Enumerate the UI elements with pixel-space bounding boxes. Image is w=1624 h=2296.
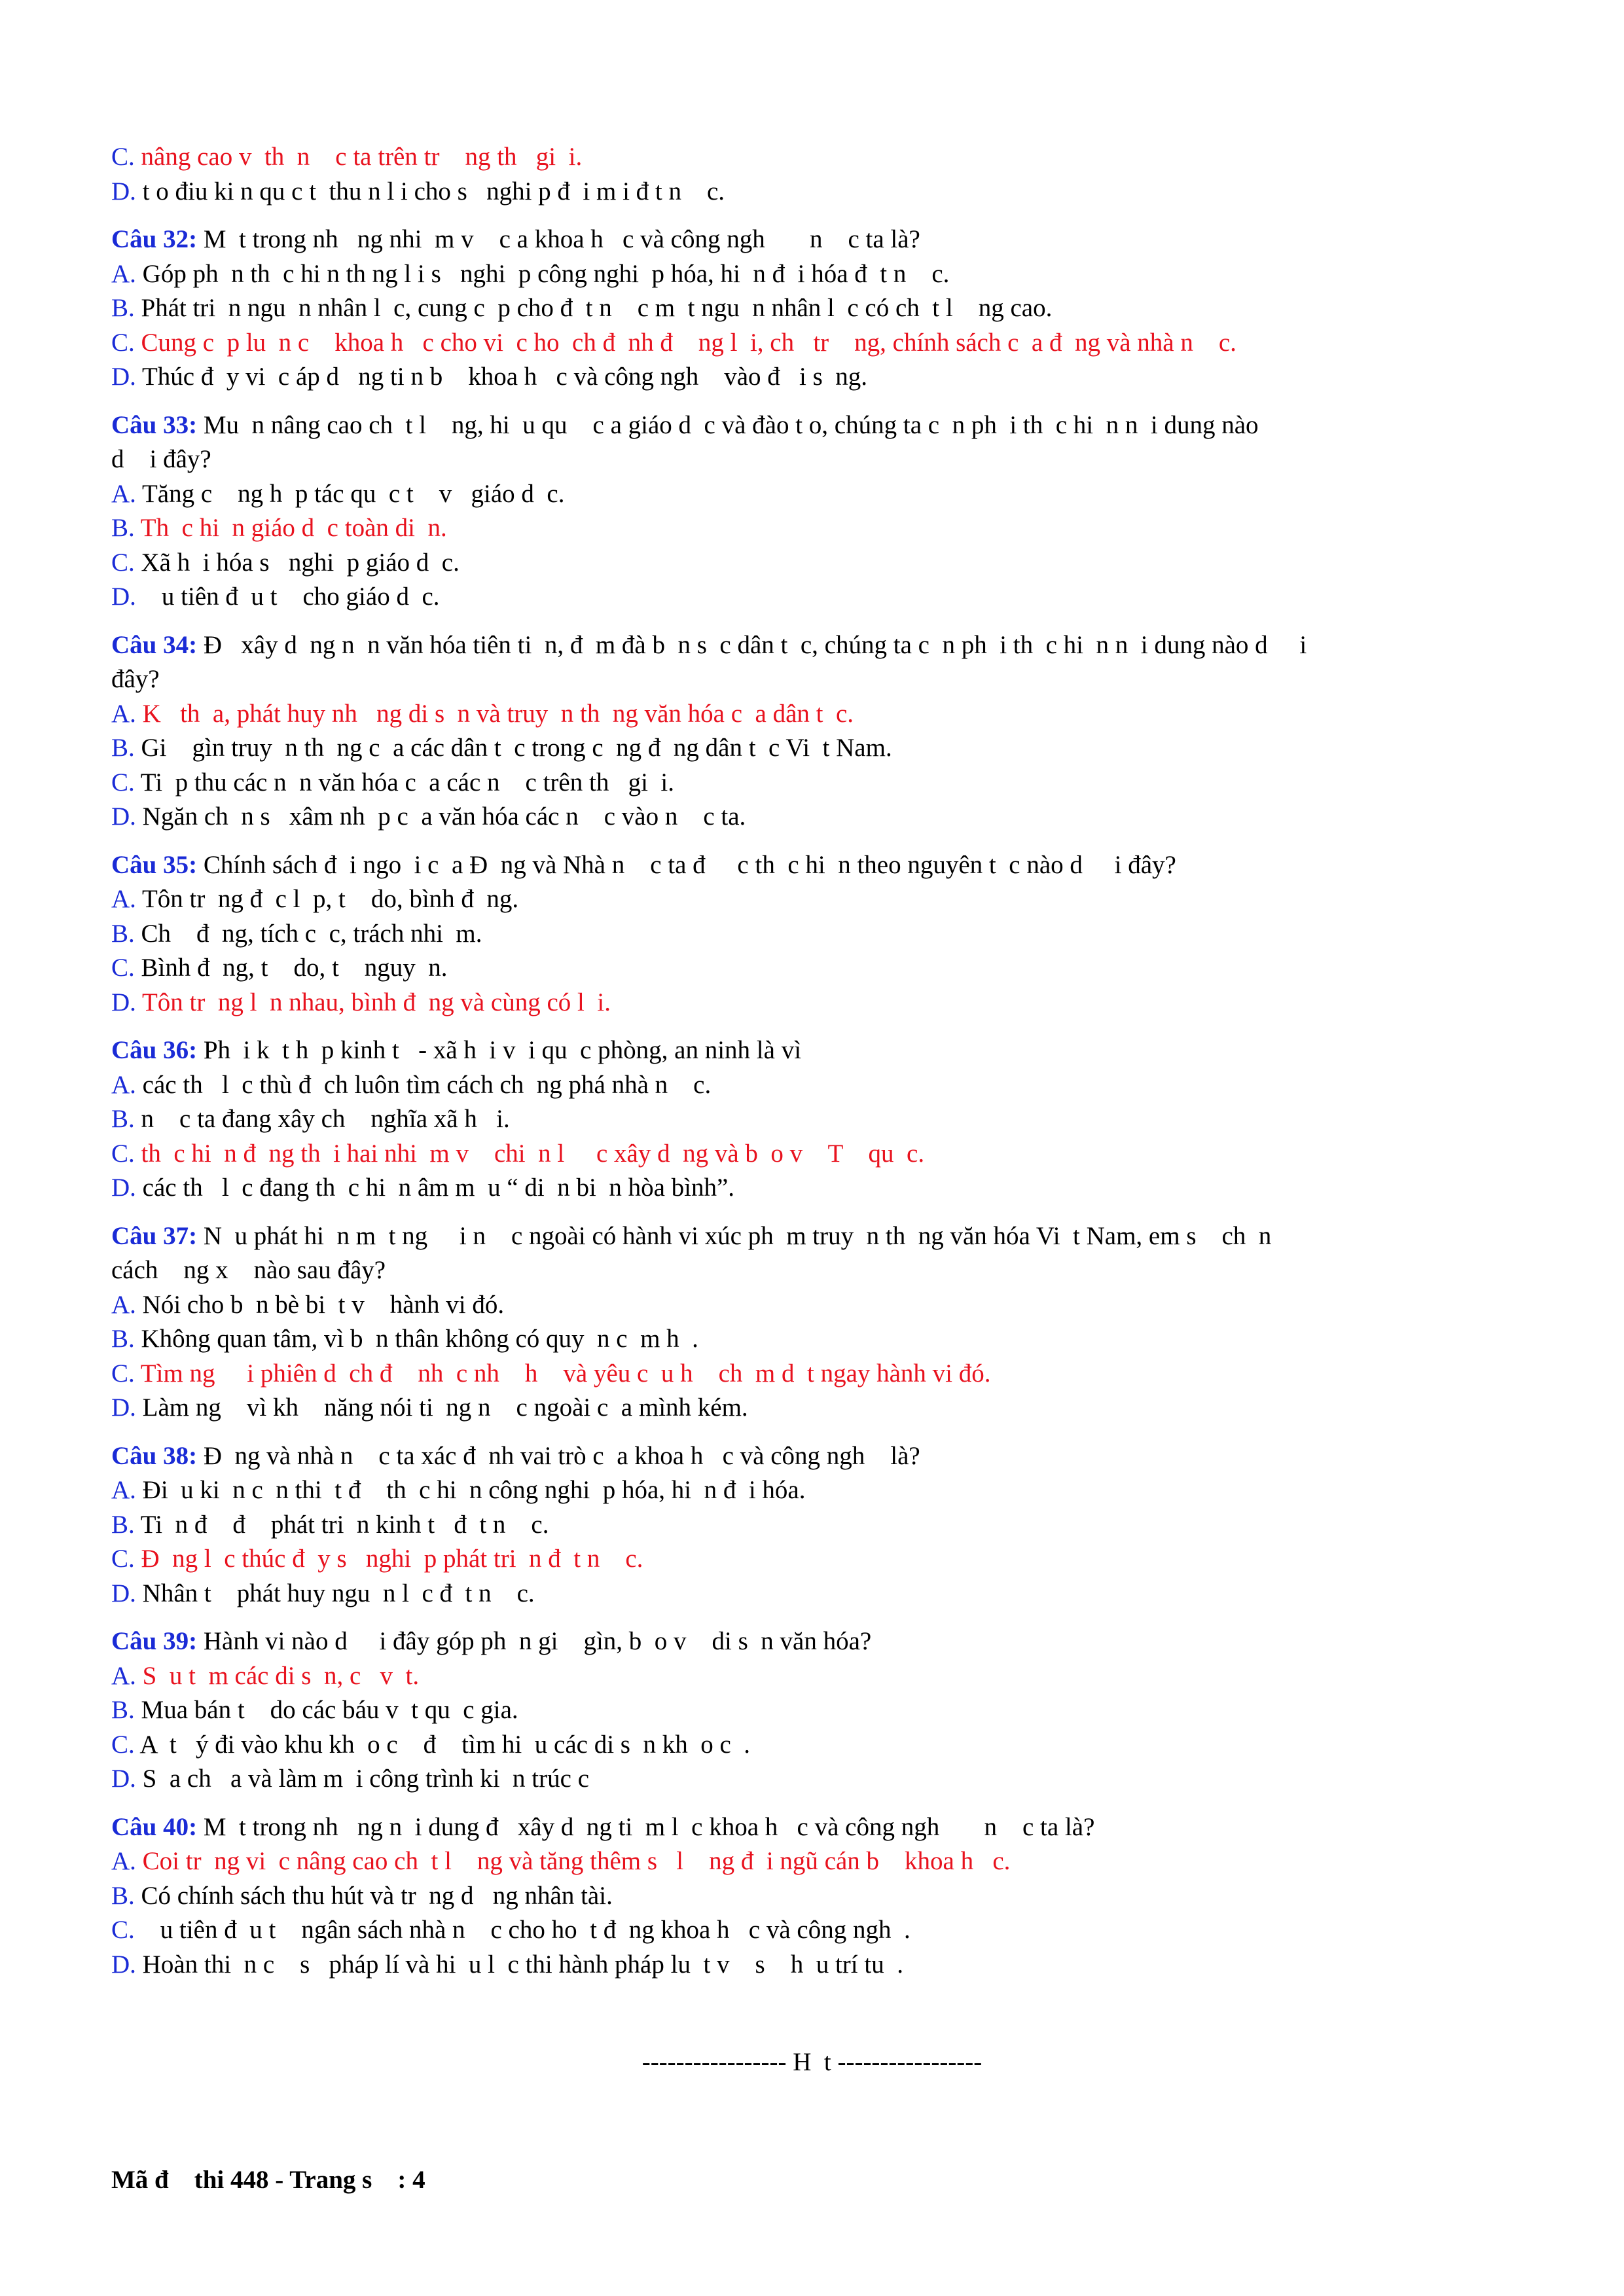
- answer-option: [111, 1693, 1532, 1728]
- option-text: Xã h i hóa s nghi p giáo d c.: [134, 548, 460, 577]
- option-text-correct: K th a, phát huy nh ng di s n và truy n th ng văn hóa c a dân t c.: [135, 699, 854, 728]
- question-stem: [111, 628, 1532, 697]
- answer-option: [111, 917, 1532, 952]
- question-list: [111, 223, 1532, 1982]
- option-text: Thúc đ y vi c áp d ng ti n b khoa h c và công ngh vào đ i s ng.: [135, 363, 868, 391]
- question-number: Câu 35:: [111, 850, 198, 879]
- question-text: Chính sách đ i ngo i c a Đ ng và Nhà n c ta đ c th c hi n theo nguyên t c nào d i đây?: [197, 850, 1176, 879]
- answer-option: [111, 1322, 1532, 1357]
- option-text: Đi u ki n c n thi t đ th c hi n công nghi p hóa, hi n đ i hóa.: [135, 1476, 806, 1504]
- answer-option: [111, 291, 1532, 326]
- question-number: Câu 38:: [111, 1441, 198, 1470]
- option-letter: A.: [111, 479, 136, 508]
- answer-option: [111, 1728, 1532, 1763]
- answer-option: [111, 1171, 1532, 1206]
- option-text-correct: Th c hi n giáo d c toàn di n.: [134, 514, 447, 542]
- option-text: Tăng c ng h p tác qu c t v giáo d c.: [135, 479, 565, 508]
- option-text: Ti n đ đ phát tri n kinh t đ t n c.: [134, 1510, 549, 1539]
- option-text: Mua bán t do các báu v t qu c gia.: [134, 1696, 518, 1724]
- question-block: [111, 223, 1532, 395]
- answer-option: [111, 1762, 1532, 1797]
- option-letter: C.: [111, 1916, 135, 1944]
- answer-option: [111, 546, 1532, 581]
- option-letter: A.: [111, 1661, 136, 1690]
- option-text: S a ch a và làm m i công trình ki n trúc c: [135, 1765, 590, 1793]
- option-text: Bình đ ng, t do, t nguy n.: [134, 954, 448, 982]
- question-text: Mu n nâng cao ch t l ng, hi u qu c a giáo d c và đào t o, chúng ta c n ph i th c hi n n i dung nào d i đây?: [111, 410, 1259, 473]
- answer-option: [111, 477, 1532, 512]
- option-letter: A.: [111, 699, 136, 728]
- option-text: Nói cho b n bè bi t v hành vi đó.: [135, 1290, 505, 1319]
- option-text: Góp ph n th c hi n th ng l i s nghi p công nghi p hóa, hi n đ i hóa đ t n c.: [135, 259, 950, 288]
- option-letter: B.: [111, 1510, 135, 1539]
- option-letter: B.: [111, 1325, 135, 1353]
- end-marker: ----------------- H t -----------------: [641, 2048, 983, 2076]
- answer-option: [111, 1879, 1532, 1914]
- option-letter: B.: [111, 294, 135, 322]
- answer-option: [111, 1288, 1532, 1323]
- option-text: các th l c đang th c hi n âm m u “ di n bi n hòa bình”.: [135, 1174, 735, 1202]
- option-letter: C.: [111, 954, 135, 982]
- option-letter: C.: [111, 548, 135, 577]
- option-letter: A.: [111, 1290, 136, 1319]
- answer-option: [111, 175, 1532, 209]
- question-block: [111, 1219, 1532, 1426]
- option-text: u tiên đ u t cho giáo d c.: [135, 583, 440, 611]
- option-letter: D.: [111, 802, 136, 831]
- question-stem: [111, 848, 1532, 883]
- answer-option: [111, 800, 1532, 834]
- question-stem: [111, 408, 1532, 477]
- option-text: Phát tri n ngu n nhân l c, cung c p cho đ t n c m t ngu n nhân l c có ch t l ng cao.: [134, 294, 1053, 322]
- option-text: Làm ng vì kh năng nói ti ng n c ngoài c a mình kém.: [135, 1393, 748, 1422]
- page-footer: Mã đ thi 448 - Trang s : 4: [111, 2166, 425, 2194]
- answer-option: [111, 1577, 1532, 1611]
- option-letter: D.: [111, 1393, 136, 1422]
- option-text-correct: nâng cao v th n c ta trên tr ng th gi i.: [134, 143, 583, 171]
- option-letter: D.: [111, 1579, 136, 1607]
- option-letter: C.: [111, 1730, 135, 1759]
- question-number: Câu 36:: [111, 1036, 198, 1064]
- answer-option: [111, 140, 1532, 175]
- option-text: Không quan tâm, vì b n thân không có quy n c m h .: [134, 1325, 698, 1353]
- answer-option: [111, 511, 1532, 546]
- option-letter: B.: [111, 1696, 135, 1724]
- question-text: M t trong nh ng n i dung đ xây d ng ti m l c khoa h c và công ngh n c ta là?: [197, 1812, 1095, 1841]
- option-letter: B.: [111, 734, 135, 762]
- option-letter: D.: [111, 1950, 136, 1979]
- answer-option: [111, 1137, 1532, 1172]
- option-letter: D.: [111, 583, 136, 611]
- option-text-correct: Đ ng l c thúc đ y s nghi p phát tri n đ t n c.: [134, 1545, 643, 1573]
- question-block: [111, 848, 1532, 1020]
- option-text: A t ý đi vào khu kh o c đ tìm hi u các di s n kh o c .: [134, 1730, 751, 1759]
- answer-option: [111, 580, 1532, 615]
- option-text-correct: th c hi n đ ng th i hai nhi m v chi n l c xây d ng và b o v T qu c.: [134, 1139, 925, 1168]
- option-text: t o điu ki n qu c t thu n l i cho s nghi p đ i m i đ t n c.: [135, 177, 725, 206]
- option-letter: A.: [111, 1070, 136, 1099]
- question-number: Câu 34:: [111, 630, 198, 659]
- option-text: Tôn tr ng đ c l p, t do, bình đ ng.: [135, 885, 519, 913]
- answer-option: [111, 1391, 1532, 1426]
- answer-option: [111, 1102, 1532, 1137]
- option-text: Hoàn thi n c s pháp lí và hi u l c thi hành pháp lu t v s h u trí tu .: [135, 1950, 903, 1979]
- question-stem: [111, 1033, 1532, 1068]
- question-stem: [111, 1219, 1532, 1288]
- question-number: Câu 37:: [111, 1221, 198, 1250]
- option-text: Gi gìn truy n th ng c a các dân t c trong c ng đ ng dân t c Vi t Nam.: [134, 734, 892, 762]
- option-letter: A.: [111, 1476, 136, 1504]
- option-text: các th l c thù đ ch luôn tìm cách ch ng phá nhà n c.: [135, 1070, 712, 1099]
- question-number: Câu 39:: [111, 1627, 198, 1655]
- question-number: Câu 32:: [111, 225, 198, 253]
- option-text: n c ta đang xây ch nghĩa xã h i.: [134, 1105, 510, 1133]
- option-letter: D.: [111, 1174, 136, 1202]
- answer-option: [111, 326, 1532, 361]
- option-letter: B.: [111, 514, 135, 542]
- question-number: Câu 33:: [111, 410, 198, 439]
- question-text: Đ ng và nhà n c ta xác đ nh vai trò c a khoa h c và công ngh là?: [197, 1441, 920, 1470]
- option-letter: C.: [111, 143, 135, 171]
- answer-option: [111, 1913, 1532, 1948]
- question-block: [111, 1624, 1532, 1797]
- answer-option: [111, 1659, 1532, 1694]
- option-letter: B.: [111, 919, 135, 948]
- option-text-correct: S u t m các di s n, c v t.: [135, 1661, 420, 1690]
- option-letter: D.: [111, 1765, 136, 1793]
- answer-option: [111, 986, 1532, 1020]
- exam-document: [111, 140, 1532, 1982]
- option-text: Ti p thu các n n văn hóa c a các n c trên th gi i.: [134, 768, 674, 797]
- question-stem: [111, 1624, 1532, 1659]
- option-letter: B.: [111, 1105, 135, 1133]
- option-text: Có chính sách thu hút và tr ng d ng nhân tài.: [134, 1881, 613, 1910]
- option-letter: D.: [111, 177, 136, 206]
- question-stem: [111, 1810, 1532, 1845]
- lead-options: [111, 140, 1532, 209]
- question-text: Đ xây d ng n n văn hóa tiên ti n, đ m đà b n s c dân t c, chúng ta c n ph i th c hi n n i dung nào d i đây?: [111, 630, 1307, 693]
- question-block: [111, 628, 1532, 834]
- answer-option: [111, 1844, 1532, 1879]
- option-text: u tiên đ u t ngân sách nhà n c cho ho t đ ng khoa h c và công ngh .: [134, 1916, 911, 1944]
- answer-option: [111, 257, 1532, 292]
- answer-option: [111, 360, 1532, 395]
- option-letter: C.: [111, 768, 135, 797]
- option-text-correct: Cung c p lu n c khoa h c cho vi c ho ch đ nh đ ng l i, ch tr ng, chính sách c a đ ng và nhà n c.: [134, 328, 1236, 357]
- answer-option: [111, 697, 1532, 732]
- answer-option: [111, 1508, 1532, 1543]
- question-stem: [111, 223, 1532, 257]
- option-text: Ch đ ng, tích c c, trách nhi m.: [134, 919, 482, 948]
- question-block: [111, 1033, 1532, 1206]
- option-text: Nhân t phát huy ngu n l c đ t n c.: [135, 1579, 535, 1607]
- option-letter: D.: [111, 988, 136, 1016]
- option-letter: A.: [111, 885, 136, 913]
- option-letter: C.: [111, 328, 135, 357]
- answer-option: [111, 1473, 1532, 1508]
- answer-option: [111, 766, 1532, 800]
- option-letter: B.: [111, 1881, 135, 1910]
- answer-option: [111, 1357, 1532, 1391]
- answer-option: [111, 951, 1532, 986]
- option-letter: A.: [111, 259, 136, 288]
- answer-option: [111, 1068, 1532, 1103]
- option-text-correct: Tìm ng i phiên d ch đ nh c nh h và yêu c u h ch m d t ngay hành vi đó.: [134, 1359, 991, 1388]
- question-text: N u phát hi n m t ng i n c ngoài có hành vi xúc ph m truy n th ng văn hóa Vi t Nam, em s ch n cách ng x nào sau đây?: [111, 1221, 1272, 1284]
- option-letter: D.: [111, 363, 136, 391]
- option-letter: A.: [111, 1847, 136, 1875]
- question-block: [111, 408, 1532, 615]
- question-block: [111, 1810, 1532, 1982]
- answer-option: [111, 731, 1532, 766]
- option-text-correct: Tôn tr ng l n nhau, bình đ ng và cùng có l i.: [135, 988, 611, 1016]
- option-letter: C.: [111, 1359, 135, 1388]
- question-text: Hành vi nào d i đây góp ph n gi gìn, b o v di s n văn hóa?: [197, 1627, 872, 1655]
- question-text: Ph i k t h p kinh t - xã h i v i qu c phòng, an ninh là vì: [197, 1036, 802, 1064]
- answer-option: [111, 1542, 1532, 1577]
- question-block: [111, 1439, 1532, 1611]
- answer-option: [111, 1948, 1532, 1982]
- option-letter: C.: [111, 1545, 135, 1573]
- answer-option: [111, 882, 1532, 917]
- option-letter: C.: [111, 1139, 135, 1168]
- option-text-correct: Coi tr ng vi c nâng cao ch t l ng và tăng thêm s l ng đ i ngũ cán b khoa h c.: [135, 1847, 1011, 1875]
- question-number: Câu 40:: [111, 1812, 198, 1841]
- option-text: Ngăn ch n s xâm nh p c a văn hóa các n c vào n c ta.: [135, 802, 746, 831]
- question-text: M t trong nh ng nhi m v c a khoa h c và công ngh n c ta là?: [197, 225, 920, 253]
- question-stem: [111, 1439, 1532, 1474]
